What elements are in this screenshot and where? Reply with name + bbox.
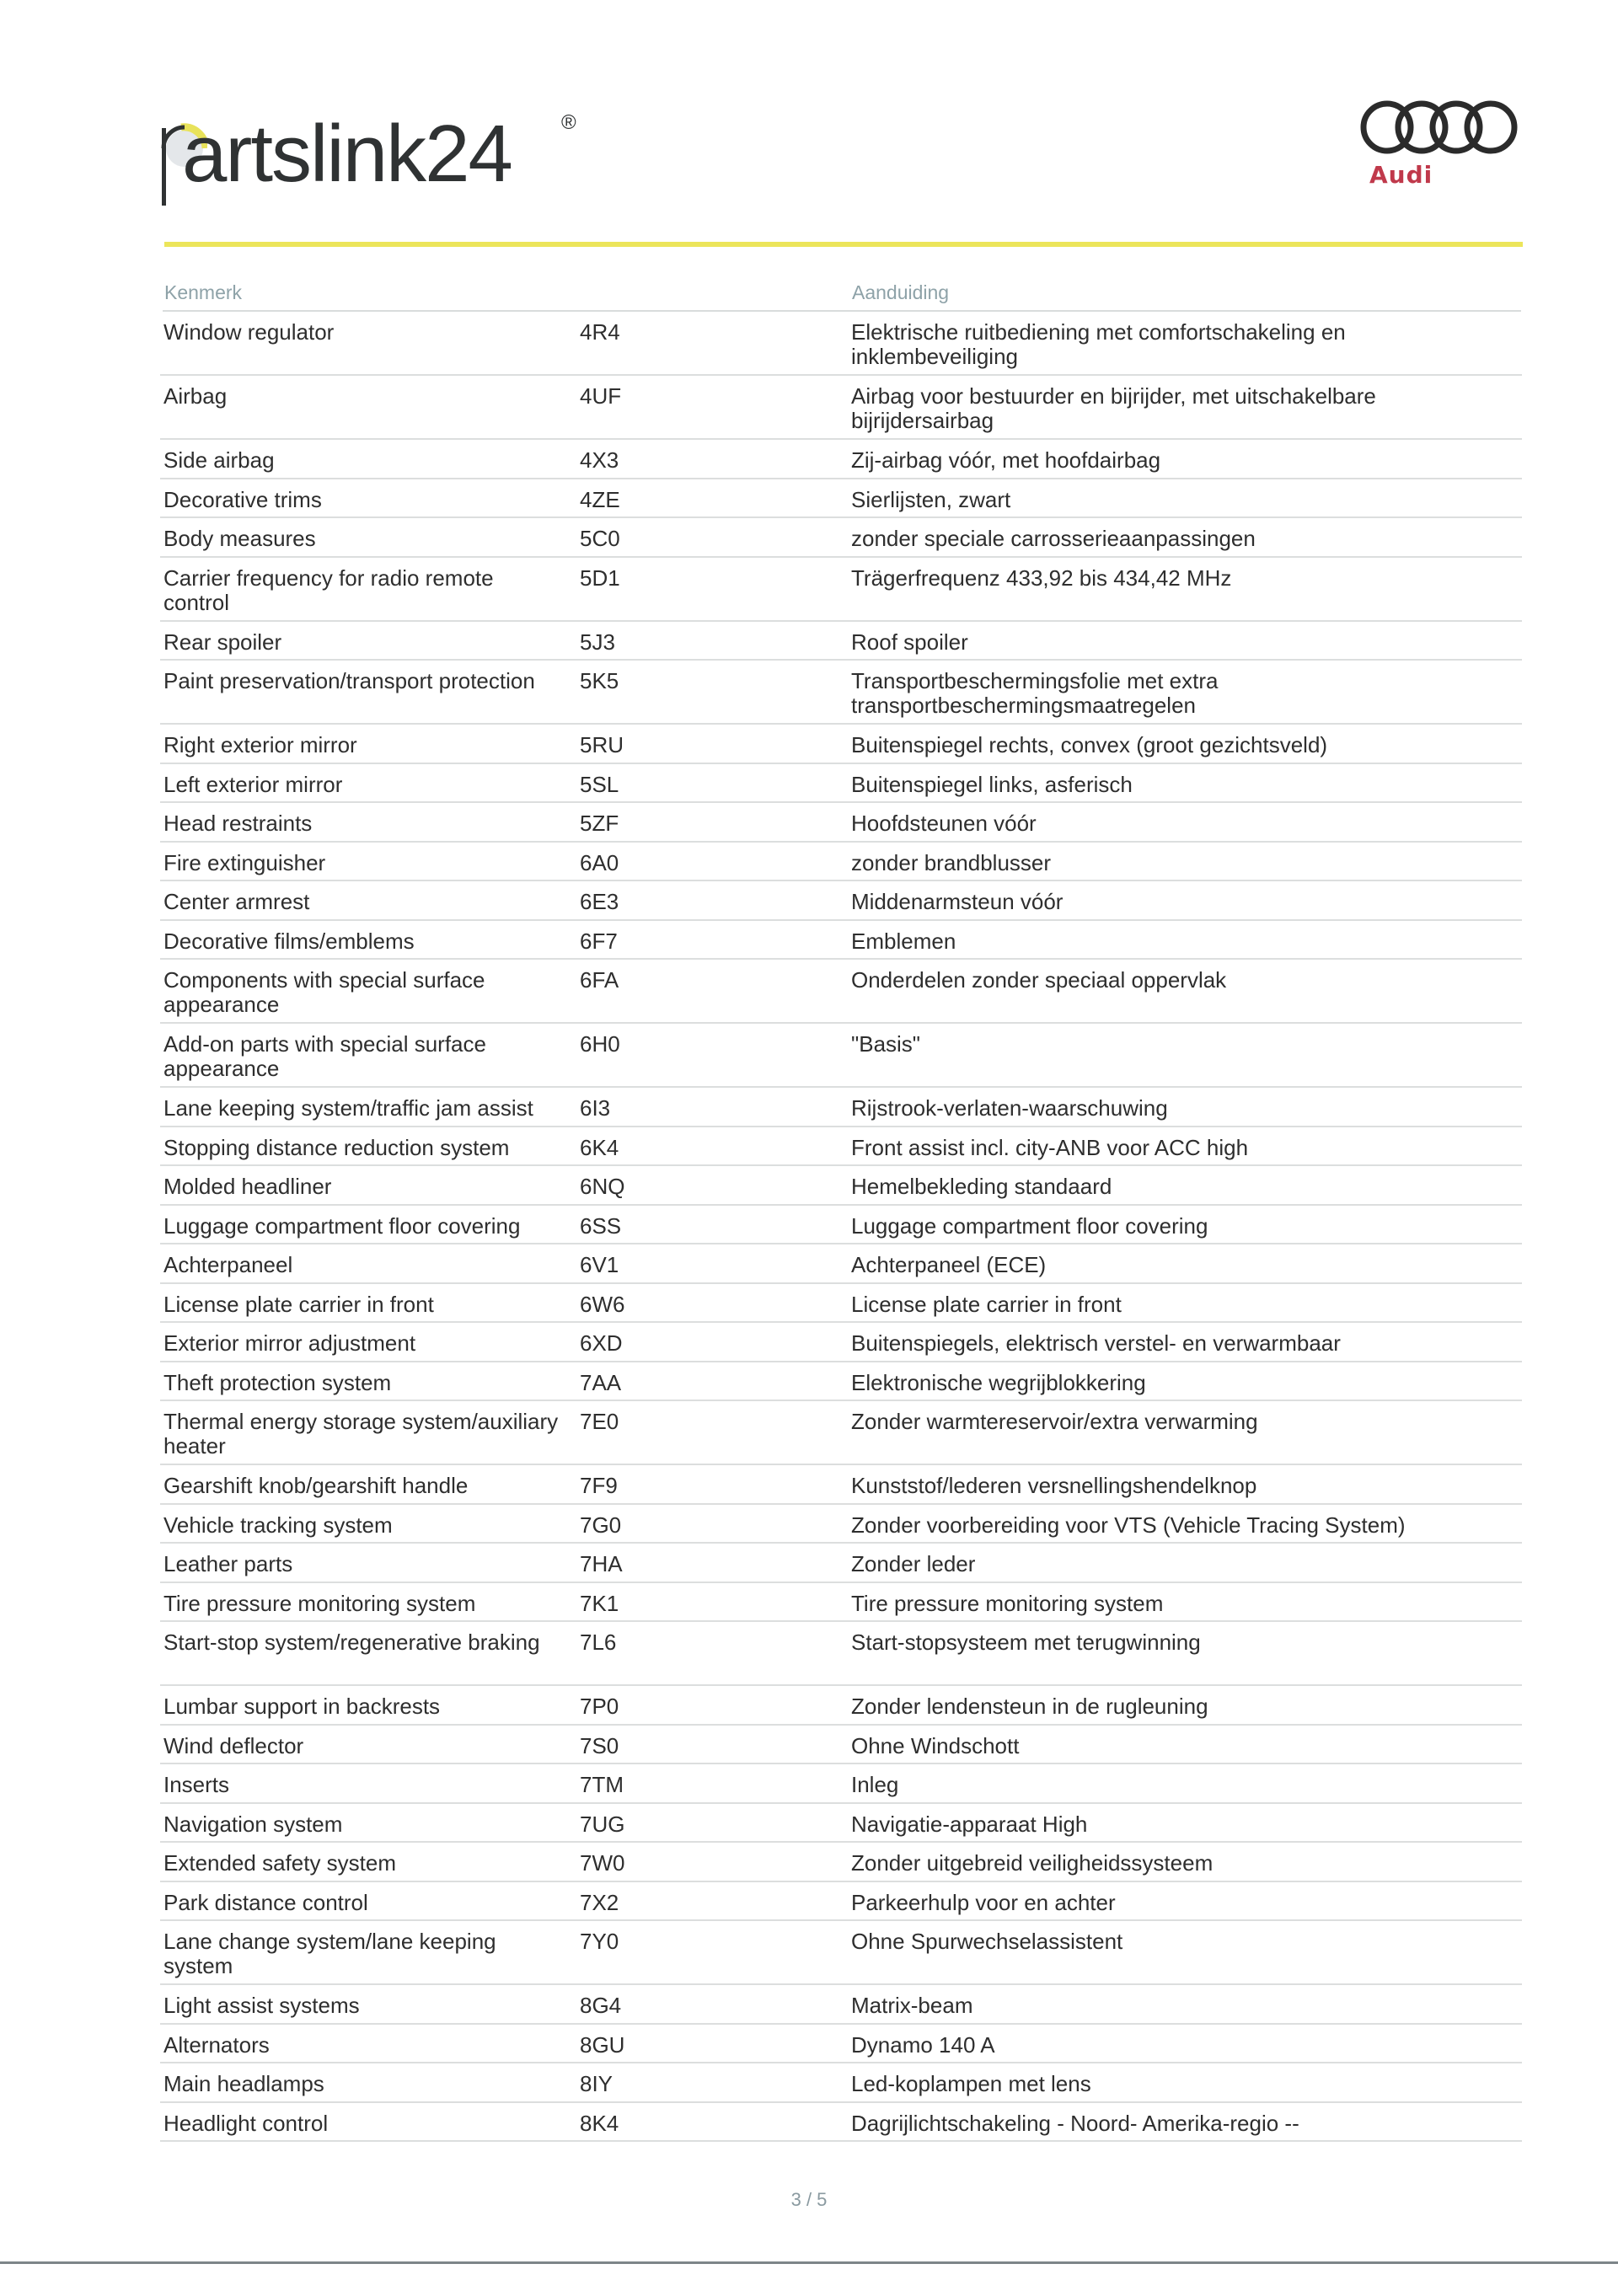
feature-cell: Wind deflector — [163, 1732, 304, 1758]
feature-cell: Theft protection system — [163, 1369, 392, 1395]
feature-cell: Decorative trims — [163, 486, 322, 512]
code-cell: 7E0 — [580, 1409, 619, 1434]
description-cell: Ohne Spurwechselassistent — [851, 1929, 1123, 1954]
code-cell: 7X2 — [580, 1889, 619, 1915]
feature-cell: Stopping distance reduction system — [163, 1134, 510, 1160]
feature-cell: Left exterior mirror — [163, 771, 343, 797]
description-cell: Onderdelen zonder speciaal oppervlak — [851, 967, 1227, 993]
make-label: Audi — [1369, 161, 1433, 189]
table-row — [160, 1622, 1522, 1686]
code-cell: 7F9 — [580, 1473, 618, 1498]
table-row — [160, 376, 1522, 440]
description-cell: Emblemen — [851, 928, 956, 954]
description-cell: zonder speciale carrosserieaanpassingen — [851, 526, 1256, 551]
description-cell: Navigatie-apparaat High — [851, 1811, 1088, 1837]
description-cell: Elektrische ruitbediening met comfortschakeling en inklembeveiliging — [851, 319, 1346, 369]
feature-cell: Window regulator — [163, 319, 335, 345]
description-cell: Zonder voorbereiding voor VTS (Vehicle Tracing System) — [851, 1512, 1406, 1538]
description-cell: Rijstrook-verlaten-waarschuwing — [851, 1095, 1168, 1121]
feature-cell: Vehicle tracking system — [163, 1512, 393, 1538]
code-cell: 5J3 — [580, 629, 615, 655]
table-row — [160, 558, 1522, 622]
code-cell: 6A0 — [580, 849, 619, 875]
table-row — [160, 1465, 1522, 1505]
table-row — [160, 725, 1522, 764]
table-row — [160, 960, 1522, 1024]
feature-cell: Alternators — [163, 2031, 270, 2058]
feature-cell: Lane change system/lane keeping system — [163, 1929, 496, 1978]
description-cell: Led-koplampen met lens — [851, 2071, 1091, 2096]
description-cell: Buitenspiegel rechts, convex (groot gezichtsveld) — [851, 732, 1328, 757]
feature-cell: Lane keeping system/traffic jam assist — [163, 1095, 533, 1121]
table-row — [160, 1505, 1522, 1544]
description-cell: Kunststof/lederen versnellingshendelknop — [851, 1473, 1257, 1498]
table-row — [160, 440, 1522, 479]
description-cell: Tire pressure monitoring system — [851, 1590, 1164, 1616]
page-bottom-divider — [0, 2261, 1618, 2264]
table-row — [160, 1804, 1522, 1844]
description-cell: Trägerfrequenz 433,92 bis 434,42 MHz — [851, 565, 1232, 591]
code-cell: 6E3 — [580, 889, 619, 914]
feature-cell: Airbag — [163, 383, 228, 409]
table-row — [160, 2063, 1522, 2103]
audi-rings-icon — [1358, 97, 1519, 158]
table-row — [160, 1323, 1522, 1362]
table-row — [160, 1284, 1522, 1324]
code-cell: 6K4 — [580, 1134, 619, 1160]
code-cell: 7L6 — [580, 1630, 617, 1655]
table-row — [160, 661, 1522, 725]
table-row — [160, 312, 1522, 376]
description-cell: Buitenspiegels, elektrisch verstel- en verwarmbaar — [851, 1330, 1341, 1356]
table-row — [160, 764, 1522, 804]
code-cell: 4UF — [580, 383, 622, 409]
code-cell: 5D1 — [580, 565, 620, 591]
code-cell: 8GU — [580, 2031, 625, 2058]
description-cell: Elektronische wegrijblokkering — [851, 1369, 1146, 1395]
code-cell: 7G0 — [580, 1512, 622, 1538]
description-cell: Zonder leder — [851, 1551, 976, 1576]
code-cell: 6W6 — [580, 1291, 625, 1317]
registered-mark: ® — [561, 111, 576, 134]
code-cell: 5RU — [580, 732, 624, 757]
feature-cell: Tire pressure monitoring system — [163, 1590, 476, 1616]
feature-cell: Gearshift knob/gearshift handle — [163, 1473, 469, 1498]
description-cell: Front assist incl. city-ANB voor ACC high — [851, 1134, 1249, 1160]
description-cell: Hoofdsteunen vóór — [851, 811, 1037, 836]
description-cell: Dynamo 140 A — [851, 2031, 995, 2058]
feature-cell: Fire extinguisher — [163, 849, 326, 875]
description-cell: Zij-airbag vóór, met hoofdairbag — [851, 447, 1161, 473]
feature-cell: Luggage compartment floor covering — [163, 1212, 521, 1239]
description-cell: Ohne Windschott — [851, 1732, 1020, 1758]
code-cell: 7W0 — [580, 1850, 625, 1876]
table-row — [160, 803, 1522, 843]
feature-cell: Carrier frequency for radio remote control — [163, 565, 494, 615]
description-cell: Zonder uitgebreid veiligheidssysteem — [851, 1850, 1214, 1876]
description-cell: zonder brandblusser — [851, 849, 1052, 875]
description-cell: Zonder warmtereservoir/extra verwarming — [851, 1409, 1258, 1434]
feature-cell: Main headlamps — [163, 2071, 324, 2096]
feature-cell: Light assist systems — [163, 1993, 360, 2018]
code-cell: 5K5 — [580, 668, 619, 693]
description-cell: Start-stopsysteem met terugwinning — [851, 1630, 1201, 1655]
table-row — [160, 881, 1522, 921]
code-cell: 6V1 — [580, 1252, 619, 1277]
code-cell: 6XD — [580, 1330, 623, 1356]
column-header-feature: Kenmerk — [164, 281, 243, 303]
code-cell: 7Y0 — [580, 1929, 619, 1954]
description-cell: Inleg — [851, 1772, 899, 1797]
partslink24-logo-text: artslink24 — [182, 109, 512, 199]
table-row — [160, 843, 1522, 882]
table-row — [160, 1882, 1522, 1922]
feature-cell: Thermal energy storage system/auxiliary heater — [163, 1409, 559, 1458]
code-cell: 7P0 — [580, 1694, 619, 1719]
code-cell: 8IY — [580, 2071, 613, 2096]
code-cell: 7UG — [580, 1811, 625, 1837]
code-cell: 6H0 — [580, 1031, 620, 1057]
code-cell: 7HA — [580, 1551, 623, 1576]
table-row — [160, 1244, 1522, 1284]
feature-cell: Achterpaneel — [163, 1252, 293, 1277]
table-row — [160, 1686, 1522, 1726]
description-cell: Parkeerhulp voor en achter — [851, 1889, 1116, 1915]
code-cell: 7TM — [580, 1772, 624, 1797]
feature-cell: Start-stop system/regenerative braking — [163, 1630, 540, 1655]
code-cell: 6F7 — [580, 928, 618, 954]
feature-cell: Side airbag — [163, 447, 275, 473]
feature-cell: Extended safety system — [163, 1850, 397, 1876]
header-divider — [164, 242, 1523, 247]
table-row — [160, 1166, 1522, 1206]
code-cell: 6NQ — [580, 1174, 625, 1199]
code-cell: 5ZF — [580, 811, 619, 836]
code-cell: 4ZE — [580, 486, 620, 512]
table-row — [160, 1583, 1522, 1623]
feature-cell: Inserts — [163, 1772, 230, 1797]
code-cell: 5C0 — [580, 526, 620, 551]
table-row — [160, 1362, 1522, 1402]
table-row — [160, 1206, 1522, 1245]
page-number: 3 / 5 — [790, 2189, 828, 2210]
feature-cell: Lumbar support in backrests — [163, 1694, 441, 1719]
feature-cell: Paint preservation/transport protection — [163, 668, 535, 693]
description-cell: Buitenspiegel links, asferisch — [851, 771, 1133, 797]
description-cell: Roof spoiler — [851, 629, 968, 655]
description-cell: Sierlijsten, zwart — [851, 486, 1011, 512]
feature-cell: Exterior mirror adjustment — [163, 1330, 416, 1356]
code-cell: 4R4 — [580, 319, 620, 345]
code-cell: 7K1 — [580, 1590, 619, 1616]
code-cell: 7S0 — [580, 1732, 619, 1758]
code-cell: 7AA — [580, 1369, 622, 1395]
table-row — [160, 518, 1522, 558]
description-cell: "Basis" — [851, 1031, 921, 1057]
code-cell: 8K4 — [580, 2110, 619, 2136]
table-row — [160, 921, 1522, 961]
table-row — [160, 622, 1522, 661]
table-row — [160, 1921, 1522, 1985]
description-cell: Hemelbekleding standaard — [851, 1174, 1112, 1199]
code-cell: 6SS — [580, 1212, 622, 1239]
column-header-description: Aanduiding — [852, 281, 950, 303]
table-row — [160, 1764, 1522, 1804]
partslink24-logo — [157, 99, 595, 209]
feature-cell: Navigation system — [163, 1811, 343, 1837]
table-row — [160, 1024, 1522, 1088]
code-cell: 6FA — [580, 967, 619, 993]
description-cell: Dagrijlichtschakeling - Noord- Amerika-regio -- — [851, 2110, 1299, 2136]
feature-cell: License plate carrier in front — [163, 1291, 434, 1317]
table-row — [160, 1985, 1522, 2025]
feature-cell: Head restraints — [163, 811, 313, 836]
table-row — [160, 1843, 1522, 1882]
table-row — [160, 1127, 1522, 1167]
feature-cell: Center armrest — [163, 889, 310, 914]
code-cell: 6I3 — [580, 1095, 611, 1121]
description-cell: Luggage compartment floor covering — [851, 1212, 1208, 1239]
table-row — [160, 1544, 1522, 1583]
table-row — [160, 479, 1522, 519]
code-cell: 8G4 — [580, 1993, 622, 2018]
feature-cell: Headlight control — [163, 2110, 329, 2136]
description-cell: Matrix-beam — [851, 1993, 973, 2018]
table-row — [160, 1088, 1522, 1127]
description-cell: Airbag voor bestuurder en bijrijder, met uitschakelbare bijrijdersairbag — [851, 383, 1376, 433]
feature-cell: Molded headliner — [163, 1174, 332, 1199]
feature-cell: Add-on parts with special surface appearance — [163, 1031, 486, 1081]
feature-cell: Decorative films/emblems — [163, 928, 415, 954]
code-cell: 4X3 — [580, 447, 619, 473]
table-row — [160, 1401, 1522, 1465]
feature-cell: Park distance control — [163, 1889, 368, 1915]
audi-logo — [1358, 97, 1519, 194]
feature-cell: Body measures — [163, 526, 316, 551]
description-cell: License plate carrier in front — [851, 1291, 1122, 1317]
description-cell: Achterpaneel (ECE) — [851, 1252, 1047, 1277]
table-row — [160, 2025, 1522, 2064]
feature-cell: Leather parts — [163, 1551, 293, 1576]
description-cell: Zonder lendensteun in de rugleuning — [851, 1694, 1208, 1719]
description-cell: Middenarmsteun vóór — [851, 889, 1063, 914]
feature-cell: Rear spoiler — [163, 629, 282, 655]
table-row — [160, 2103, 1522, 2143]
table-row — [160, 1726, 1522, 1765]
feature-cell: Components with special surface appearance — [163, 967, 485, 1017]
code-cell: 5SL — [580, 771, 619, 797]
description-cell: Transportbeschermingsfolie met extra transportbeschermingsmaatregelen — [851, 668, 1219, 718]
feature-cell: Right exterior mirror — [163, 732, 357, 757]
